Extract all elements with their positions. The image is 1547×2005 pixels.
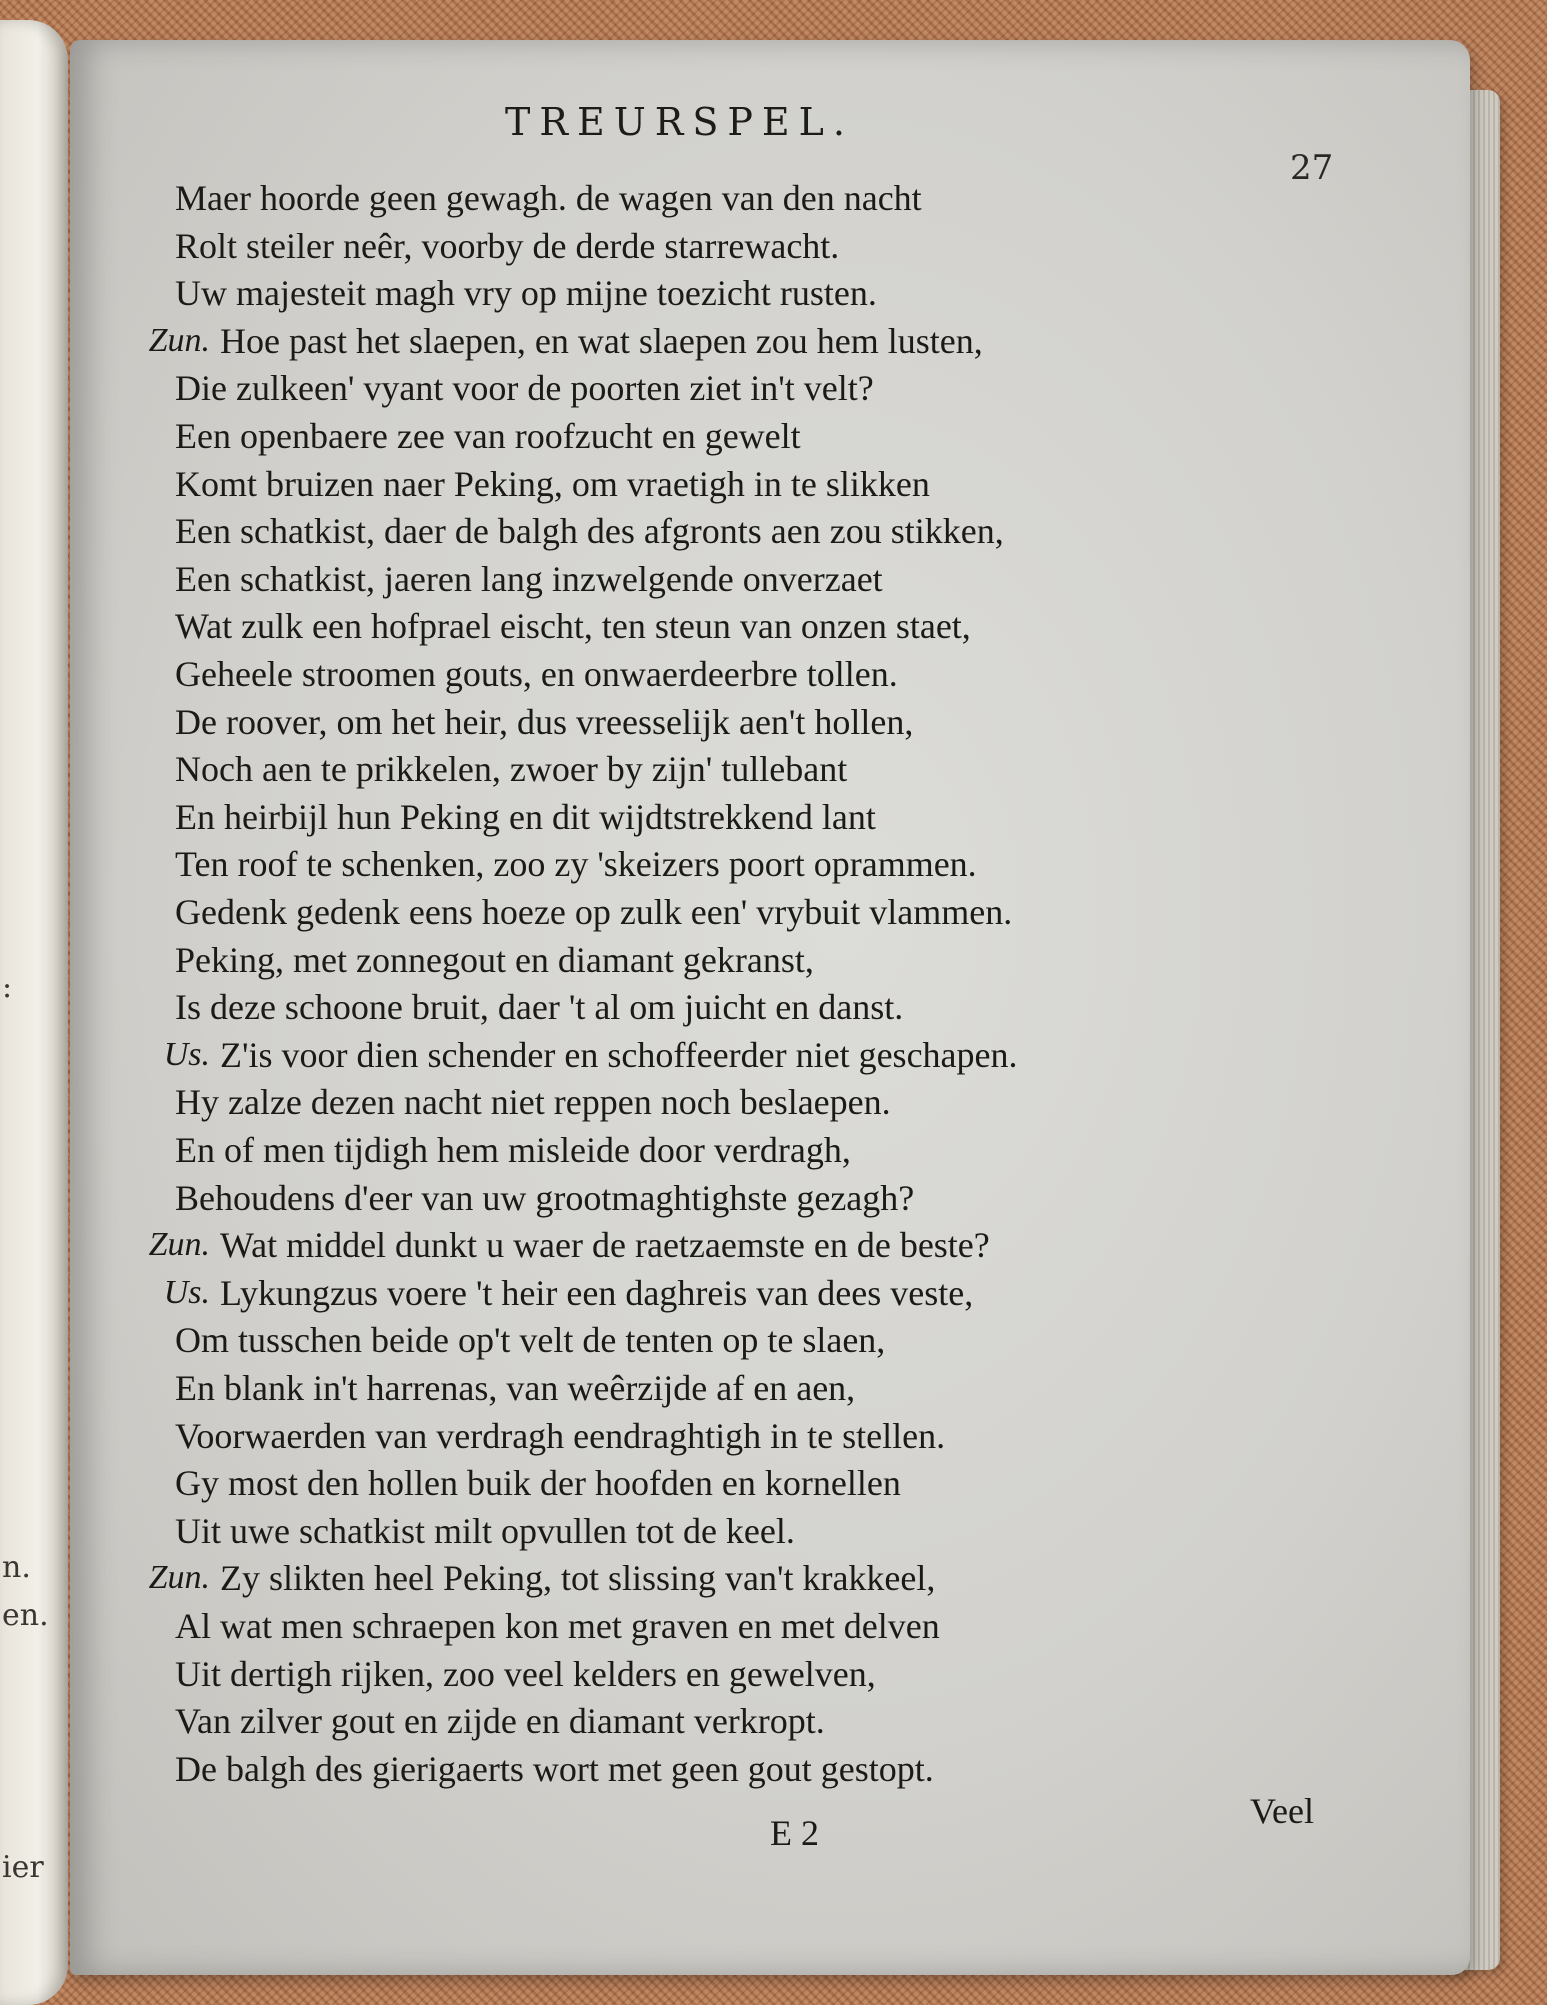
verse-line: Een schatkist, daer de balgh des afgronts aen zou stikken, bbox=[175, 511, 1004, 551]
running-head: TREURSPEL. bbox=[505, 100, 854, 144]
verse-line: Uw majesteit magh vry op mijne toezicht rusten. bbox=[175, 273, 877, 313]
page-number: 27 bbox=[1290, 148, 1334, 188]
verse-line: Wat zulk een hofprael eischt, ten steun van onzen staet, bbox=[175, 606, 971, 646]
verse-line: Wat middel dunkt u waer de raetzaemste en de beste? bbox=[220, 1225, 990, 1265]
verse-line: Die zulkeen' vyant voor de poorten ziet in't velt? bbox=[175, 368, 874, 408]
verse-line: Uit dertigh rijken, zoo veel kelders en gewelven, bbox=[175, 1654, 876, 1694]
verse-line: Zy slikten heel Peking, tot slissing van't krakkeel, bbox=[220, 1558, 936, 1598]
verse-line: Gy most den hollen buik der hoofden en kornellen bbox=[175, 1463, 901, 1503]
verse-line: Van zilver gout en zijde en diamant verkropt. bbox=[175, 1701, 825, 1741]
verse-line: Rolt steiler neêr, voorby de derde starrewacht. bbox=[175, 226, 840, 266]
speaker-label: Zun. bbox=[148, 322, 210, 359]
speaker-label: Us. bbox=[163, 1274, 210, 1311]
verse-line: Hy zalze dezen nacht niet reppen noch beslaepen. bbox=[175, 1082, 891, 1122]
speaker-label: Zun. bbox=[148, 1559, 210, 1596]
verse-line: Is deze schoone bruit, daer 't al om juicht en danst. bbox=[175, 987, 904, 1027]
verse-line: Geheele stroomen gouts, en onwaerdeerbre tollen. bbox=[175, 654, 898, 694]
verse-line: Een schatkist, jaeren lang inzwelgende onverzaet bbox=[175, 559, 883, 599]
verse-line: De roover, om het heir, dus vreesselijk aen't hollen, bbox=[175, 702, 914, 742]
verse-line: En heirbijl hun Peking en dit wijdtstrekkend lant bbox=[175, 797, 876, 837]
verse-line: Voorwaerden van verdragh eendraghtigh in te stellen. bbox=[175, 1416, 946, 1456]
verse-line: Peking, met zonnegout en diamant gekranst, bbox=[175, 940, 814, 980]
verse-line: Noch aen te prikkelen, zwoer by zijn' tullebant bbox=[175, 749, 848, 789]
facing-page-fragment: ier bbox=[2, 1850, 44, 1885]
verse-line: Ten roof te schenken, zoo zy 'skeizers poort oprammen. bbox=[175, 844, 977, 884]
speaker-label: Zun. bbox=[148, 1226, 210, 1263]
verse-line: Al wat men schraepen kon met graven en met delven bbox=[175, 1606, 940, 1646]
verse-line: Behoudens d'eer van uw grootmaghtighste gezagh? bbox=[175, 1178, 915, 1218]
speaker-label: Us. bbox=[163, 1036, 210, 1073]
signature-mark: E 2 bbox=[770, 1813, 819, 1853]
facing-page-fragment: n. bbox=[2, 1550, 31, 1585]
facing-page-fragment: : bbox=[2, 970, 13, 1005]
facing-page-fragment: en. bbox=[2, 1598, 49, 1633]
verse-line: Maer hoorde geen gewagh. de wagen van den nacht bbox=[175, 178, 922, 218]
verse-line: En of men tijdigh hem misleide door verdragh, bbox=[175, 1130, 851, 1170]
verse-line: En blank in't harrenas, van weêrzijde af en aen, bbox=[175, 1368, 856, 1408]
verse-line: Z'is voor dien schender en schoffeerder niet geschapen. bbox=[220, 1035, 1018, 1075]
catchword: Veel bbox=[1250, 1791, 1314, 1831]
verse-line: Gedenk gedenk eens hoeze op zulk een' vrybuit vlammen. bbox=[175, 892, 1013, 932]
verse-line: Lykungzus voere 't heir een daghreis van dees veste, bbox=[220, 1273, 974, 1313]
verse-line: Om tusschen beide op't velt de tenten op te slaen, bbox=[175, 1320, 886, 1360]
verse-line: Een openbaere zee van roofzucht en gewelt bbox=[175, 416, 801, 456]
verse-line: De balgh des gierigaerts wort met geen gout gestopt. bbox=[175, 1749, 934, 1789]
verse-line: Uit uwe schatkist milt opvullen tot de keel. bbox=[175, 1511, 795, 1551]
verse-line: Hoe past het slaepen, en wat slaepen zou hem lusten, bbox=[220, 321, 983, 361]
verse-line: Komt bruizen naer Peking, om vraetigh in te slikken bbox=[175, 464, 930, 504]
